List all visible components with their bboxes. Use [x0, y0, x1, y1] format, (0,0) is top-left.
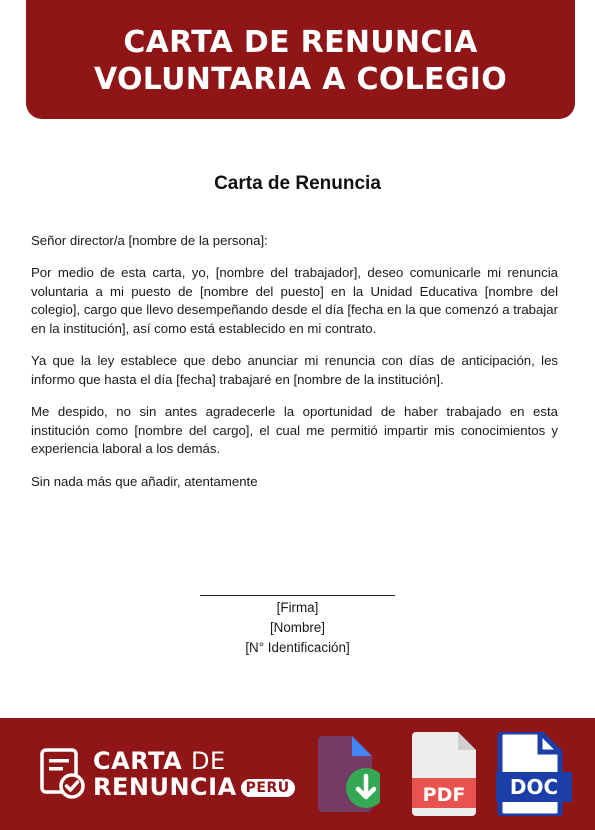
signature-block	[0, 580, 595, 658]
brand-badge: PERÚ	[241, 779, 295, 797]
document-check-icon	[40, 748, 88, 800]
letter-paragraph-3	[31, 403, 558, 459]
doc-download-button[interactable]	[496, 732, 574, 816]
brand-logo	[93, 748, 295, 800]
brand-de: DE	[191, 747, 226, 775]
signature-identificacion: [N° Identificación]	[245, 640, 350, 655]
letter-paragraph-1	[31, 264, 558, 338]
paragraph-text: Por medio de esta carta, yo, [nombre del trabajador], deseo comunicarle mi renuncia voluntaria a mi puesto de [nombre del puesto] en la Unidad Educativa [nombre del colegio], cargo que llevo desempeñando desde el día [fecha en la que comenzó a trabajar en la institución], así como está establecido en mi contrato.	[31, 265, 558, 336]
doc-file-icon	[496, 732, 574, 816]
banner-title-line2: VOLUNTARIA A COLEGIO	[93, 62, 508, 97]
signature-nombre: [Nombre]	[269, 620, 326, 635]
letter-closing	[31, 473, 558, 492]
paragraph-text: Ya que la ley establece que debo anunciar mi renuncia con días de anticipación, les informo que hasta el día [fecha] trabajaré en [nombre de la institución].	[31, 353, 558, 387]
doc-label: DOC	[509, 775, 559, 799]
brand-carta: CARTA	[93, 747, 183, 775]
banner-title-line1: CARTA DE RENUNCIA	[123, 25, 478, 60]
salutation-text: Señor director/a [nombre de la persona]:	[31, 233, 268, 248]
pdf-file-icon	[412, 732, 476, 816]
paragraph-text: Me despido, no sin antes agradecerle la oportunidad de haber trabajado en esta institución como [nombre del cargo], el cual me permitió impartir mis conocimientos y experiencia laboral a los demás.	[31, 404, 558, 457]
letter-salutation	[31, 232, 558, 251]
pdf-label: PDF	[422, 784, 466, 806]
footer-bar	[0, 718, 595, 830]
signature-firma: [Firma]	[276, 600, 319, 615]
google-docs-download-button[interactable]	[316, 732, 380, 816]
letter-title: Carta de Renuncia	[214, 173, 381, 194]
brand-renuncia: RENUNCIA	[93, 773, 237, 801]
title-banner	[26, 0, 575, 119]
letter-paragraph-2	[31, 352, 558, 389]
closing-text: Sin nada más que añadir, atentamente	[31, 474, 258, 489]
pdf-download-button[interactable]	[412, 732, 476, 816]
signature-line	[200, 595, 395, 596]
google-docs-download-icon	[316, 732, 380, 816]
